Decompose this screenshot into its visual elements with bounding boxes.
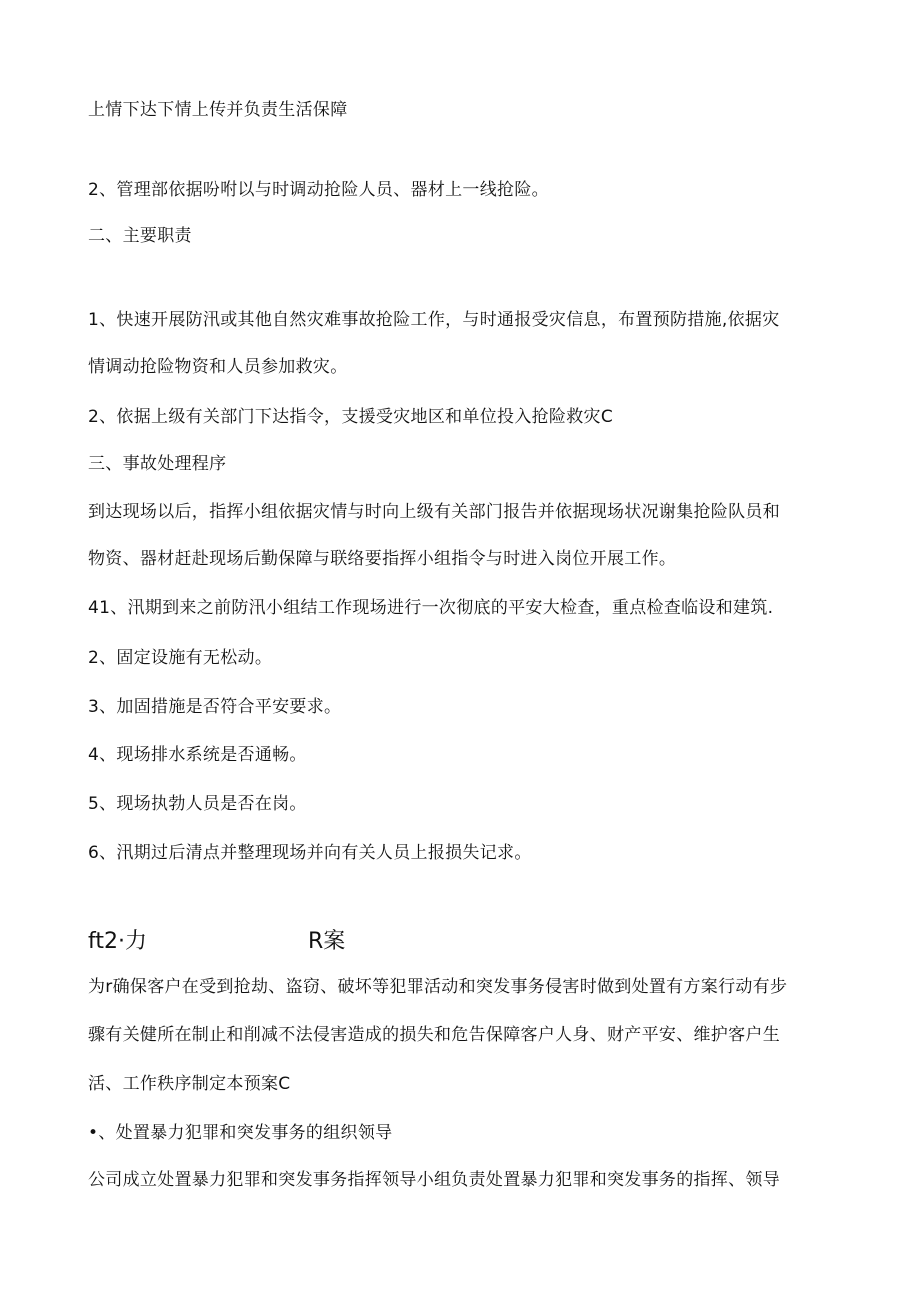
section-heading: 二、主要职责 — [88, 226, 192, 246]
text-line: 4、现场排水系统是否通畅。 — [88, 745, 307, 765]
text-line: 物资、器材赶赴现场后勤保障与联络要指挥小组指令与时进入岗位开展工作。 — [88, 549, 677, 569]
text-line: 情调动抢险物资和人员参加救灾。 — [88, 357, 348, 377]
text-line: 41、汛期到来之前防汛小组结工作现场进行一次彻底的平安大检查，重点检查临设和建筑. — [88, 598, 774, 618]
text-line: 活、工作秩序制定本预案C — [88, 1074, 291, 1094]
chapter-heading-right: R案 — [308, 929, 346, 954]
chapter-heading — [0, 928, 760, 956]
section-heading: •、处置暴力犯罪和突发事务的组织领导 — [88, 1123, 393, 1143]
text-line: 3、加固措施是否符合平安要求。 — [88, 697, 342, 717]
text-line: 2、依据上级有关部门下达指令，支援受灾地区和单位投入抢险救灾C — [88, 407, 613, 427]
text-line: 1、快速开展防汛或其他自然灾难事故抢险工作，与时通报受灾信息，布置预防措施,依据灾 — [88, 310, 780, 330]
text-line: 2、管理部依据吩咐以与时调动抢险人员、器材上一线抢险。 — [88, 180, 549, 200]
text-line: 骤有关健所在制止和削减不法侵害造成的损失和危告保障客户人身、财产平安、维护客户生 — [88, 1025, 780, 1045]
text-line: 上情下达下情上传并负责生活保障 — [88, 100, 348, 120]
text-line: 公司成立处置暴力犯罪和突发事务指挥领导小组负责处置暴力犯罪和突发事务的指挥、领导 — [88, 1170, 780, 1190]
text-line: 6、汛期过后清点并整理现场并向有关人员上报损失记求。 — [88, 843, 532, 863]
text-line: 5、现场执勃人员是否在岗。 — [88, 794, 307, 814]
text-line: 为r确保客户在受到抢劫、盗窃、破坏等犯罪活动和突发事务侵害时做到处置有方案行动有步 — [88, 977, 788, 997]
section-heading: 三、事故处理程序 — [88, 454, 227, 474]
text-line: 到达现场以后，指挥小组依据灾情与时向上级有关部门报告并依据现场状况谢集抢险队员和 — [88, 502, 780, 522]
chapter-heading-left: ft2·力 — [88, 929, 147, 954]
text-line: 2、固定设施有无松动。 — [88, 648, 273, 668]
